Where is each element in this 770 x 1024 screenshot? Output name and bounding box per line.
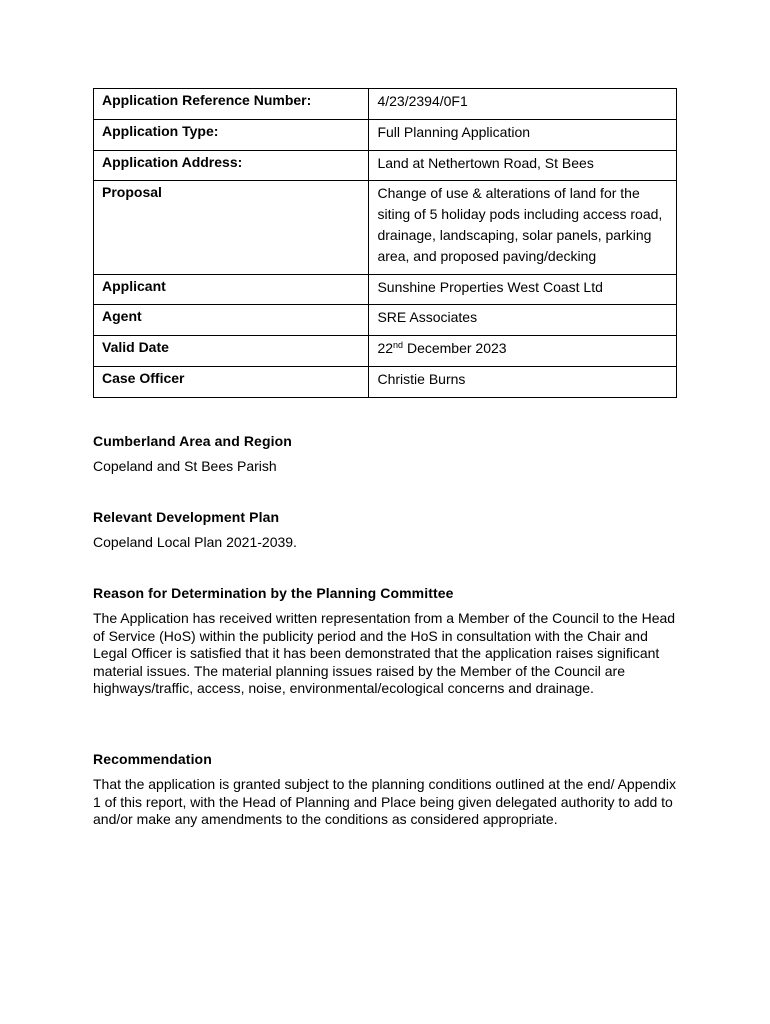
row-value: Christie Burns (369, 366, 677, 397)
valid-date-suffix: nd (393, 340, 404, 351)
recommendation-body: That the application is granted subject to the planning conditions outlined at the end/ Appendix 1 of this report, with the Head of Planning and Place being given delegated authority to add to and/or make any amendments to the conditions as considered appropriate. (93, 776, 676, 828)
row-label: Applicant (94, 274, 369, 305)
valid-date-day: 22 (377, 340, 394, 357)
development-plan-section (93, 508, 683, 552)
recommendation-heading: Recommendation (93, 751, 212, 767)
row-label: Agent (94, 305, 369, 336)
row-value: Change of use & alterations of land for the siting of 5 holiday pods including access road, drainage, landscaping, solar panels, parking area, and proposed paving/decking (369, 181, 677, 274)
reason-body: The Application has received written representation from a Member of the Council to the Head of Service (HoS) within the publicity period and the HoS in consultation with the Chair and Legal Officer is satisfied that it has been demonstrated that the application raises significant material issues. The material planning issues raised by the Member of the Council are highways/traffic, access, noise, environmental/ecological concerns and drainage. (93, 610, 676, 697)
table-row (94, 274, 677, 305)
reason-section (93, 584, 683, 698)
table-row (94, 336, 677, 367)
valid-date-rest: December 2023 (403, 340, 507, 357)
valid-date-value (369, 336, 677, 367)
table-row (94, 366, 677, 397)
recommendation-section (93, 750, 683, 829)
area-section (93, 432, 683, 476)
row-label: Valid Date (94, 336, 369, 367)
row-label: Case Officer (94, 366, 369, 397)
table-row (94, 119, 677, 150)
reason-heading: Reason for Determination by the Planning Committee (93, 585, 454, 601)
area-heading: Cumberland Area and Region (93, 433, 292, 449)
row-label: Proposal (94, 181, 369, 274)
development-plan-heading: Relevant Development Plan (93, 509, 280, 525)
row-label: Application Address: (94, 150, 369, 181)
table-row (94, 89, 677, 120)
row-value: SRE Associates (369, 305, 677, 336)
table-row (94, 305, 677, 336)
row-value: 4/23/2394/0F1 (369, 89, 677, 120)
development-plan-body: Copeland Local Plan 2021-2039. (93, 534, 297, 550)
area-body: Copeland and St Bees Parish (93, 458, 277, 474)
row-value: Sunshine Properties West Coast Ltd (369, 274, 677, 305)
row-label: Application Type: (94, 119, 369, 150)
row-value: Full Planning Application (369, 119, 677, 150)
row-label: Application Reference Number: (94, 89, 369, 120)
table-row (94, 150, 677, 181)
application-details-table (93, 88, 677, 398)
table-row (94, 181, 677, 274)
row-value: Land at Nethertown Road, St Bees (369, 150, 677, 181)
